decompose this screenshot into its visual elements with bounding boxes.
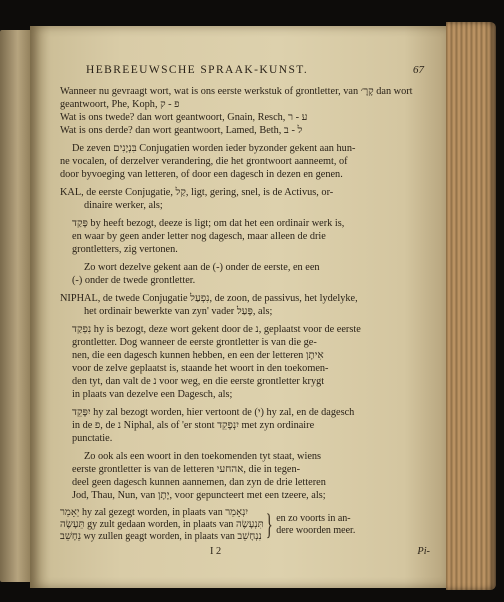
example-line: יֵאָמֵר hy zal gezegt worden, in plaats van יִנְאָמֵר: [60, 507, 248, 518]
book-page-edges: [446, 22, 496, 590]
zo-ook-paragraph: [60, 450, 432, 502]
text-line: door byvoeging van letteren, of door een dagesch in dezen en genen.: [60, 169, 343, 180]
text-line: nen, die een dagesch kunnen hebben, en een der letteren אִיתָן: [72, 350, 324, 361]
kal-paragraph: [60, 186, 432, 212]
running-head: [60, 64, 432, 77]
text-line: voor de zelve geplaatst is, staande het woort in den toekomen-: [72, 363, 329, 374]
question-line: Wat is ons derde? dan wort geantwoort, Lamed, Beth, ל - ב: [60, 125, 303, 136]
text-line: grontletters, zig vertonen.: [72, 244, 178, 255]
page-text: [60, 64, 432, 558]
text-line: יִפָּקֵד hy zal bezogt worden, hier vertoont de (י) hy zal, en de dagesch: [72, 407, 355, 418]
curly-brace: }: [265, 508, 273, 541]
question-line: Wanneer nu gevraagt wort, wat is ons eerste werkstuk of grontletter, van קָרָ׳ dan wort geantwoort, Phe, Koph, פ - ק: [60, 86, 413, 110]
text-line: het ordinair bewerkte van zyn' vader פָּעַל, als;: [84, 306, 273, 317]
text-line: eerste grontletter is van de letteren אהחעי, die in tegen-: [72, 464, 301, 475]
text-line: ne vocalen, of derzelver verandering, die het grontwoort aanneemt, of: [60, 156, 348, 167]
facing-page-edge: [0, 30, 32, 582]
questions-block: [60, 85, 432, 137]
text-line: De zeven בִּנְיָנִים Conjugatien worden ieder byzonder gekent aan hun-: [72, 143, 356, 154]
page-number: 67: [413, 64, 424, 76]
yipaked-paragraph: [60, 406, 432, 445]
niphal-paragraph: [60, 292, 432, 318]
text-line: en waar by geen ander letter nog dagesch, maar alleen de drie: [72, 231, 326, 242]
text-line: grontletter. Dog wanneer de eerste grontletter is van die ge-: [72, 337, 317, 348]
text-line: deel geen dagesch kunnen aannemen, dan zyn de drie letteren: [72, 477, 326, 488]
page-footer: [60, 545, 432, 558]
text-line: punctatie.: [72, 433, 113, 444]
text-line: KAL, de eerste Conjugatie, קַל, ligt, gering, snel, is de Activus, or-: [60, 187, 334, 198]
examples-block: [60, 507, 432, 543]
example-line: נֵחָשֵׁב wy zullen geagt worden, in plaats van נִנְחָשֵׁב: [60, 531, 262, 542]
text-line: in plaats van dezelve een Dagesch, als;: [72, 389, 233, 400]
zo-wort-paragraph: [60, 261, 432, 287]
text-line: den tyt, dan valt de נ voor weg, en die eerste grontletter krygt: [72, 376, 325, 387]
text-line: (-) onder de twede grontletter.: [72, 275, 196, 286]
text-line: Jod, Thau, Nun, van יָתָן, voor gepuncteert met een tzeere, als;: [72, 490, 326, 501]
text-line: נִפְקַד hy is bezogt, deze wort gekent door de נ, geplaatst voor de eerste: [72, 324, 361, 335]
text-line: פָּקַד by heeft bezogt, deeze is ligt; om dat het een ordinair werk is,: [72, 218, 345, 229]
brace-note-line: dere woorden meer.: [276, 525, 356, 536]
catchword: Pi-: [417, 546, 430, 557]
text-line: Zo ook als een woort in den toekomenden tyt staat, wiens: [84, 451, 322, 462]
question-line: Wat is ons twede? dan wort geantwoort, Gnain, Resch, ע - ר: [60, 112, 308, 123]
text-line: NIPHAL, de twede Conjugatie נִפְעַל, de zoon, de passivus, het lydelyke,: [60, 293, 358, 304]
brace-note: [276, 513, 355, 537]
signature-mark: I 2: [210, 546, 222, 557]
brace-note-line: en zo voorts in an-: [276, 513, 351, 524]
text-line: in de פ, de נ Niphal, als of 'er stont יִנְפָקֵד met zyn ordinaire: [72, 420, 315, 431]
example-lines: [60, 507, 264, 543]
pakad-paragraph: [60, 217, 432, 256]
text-line: dinaire werker, als;: [84, 200, 163, 211]
running-title: HEBREEUWSCHE SPRAAK-KUNST.: [86, 64, 309, 76]
example-line: תֵּעָשֶׂה gy zult gedaan worden, in plaats van תִּנְעָשֶׂה: [60, 519, 264, 530]
conjugatien-paragraph: [60, 142, 432, 181]
text-line: Zo wort dezelve gekent aan de (-) onder de eerste, en een: [84, 262, 320, 273]
nipkad-paragraph: [60, 323, 432, 401]
